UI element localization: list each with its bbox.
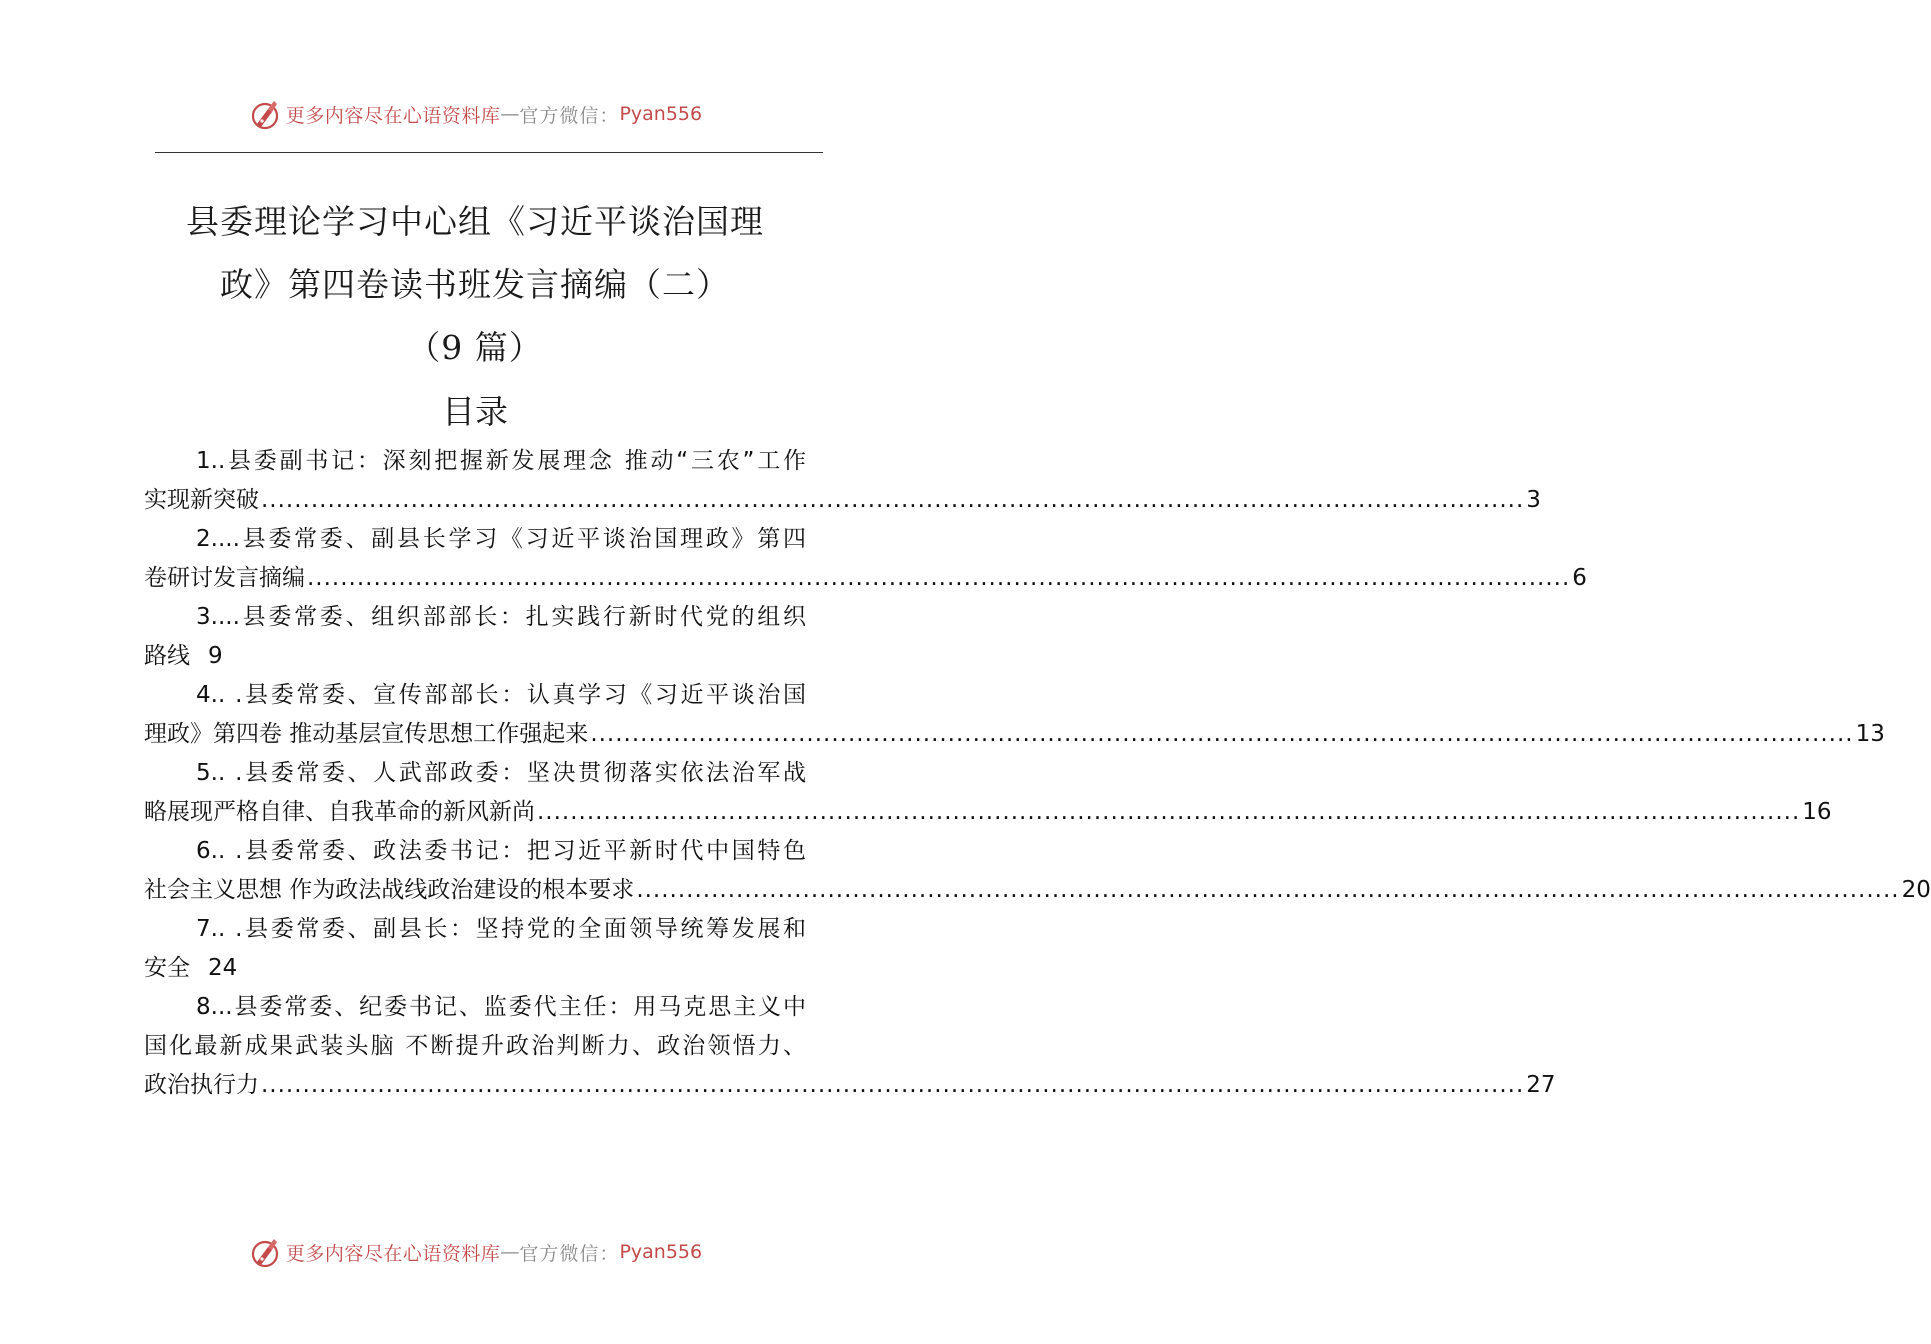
toc-entry-text: 卷研讨发言摘编 — [144, 565, 305, 591]
toc-dot-leader: ........................................................................................................................................................ — [261, 1072, 1525, 1098]
toc-entry-7-line[interactable]: 7.. .县委常委、副县长：坚持党的全面领导统筹发展和 — [196, 916, 806, 942]
header-divider — [155, 152, 823, 153]
toc-page-number: 6 — [1572, 565, 1587, 591]
watermark-text: 更多内容尽在心语资料库 — [285, 104, 501, 127]
toc-page-number: 13 — [1855, 721, 1885, 747]
toc-entry-6-line[interactable] — [144, 871, 1931, 910]
toc-entry-text: 略展现严格自律、自我革命的新风新尚 — [144, 799, 535, 825]
toc-entry-5-line[interactable]: 5.. .县委常委、人武部政委：坚决贯彻落实依法治军战 — [196, 760, 806, 786]
toc-entry-3-line[interactable]: 3....县委常委、组织部部长：扎实践行新时代党的组织 — [196, 604, 806, 630]
toc-page-number: 27 — [1526, 1072, 1556, 1098]
toc-entry-text: 社会主义思想 作为政法战线政治建设的根本要求 — [144, 877, 635, 903]
toc-entry-8-line[interactable]: 国化最新成果武装头脑 不断提升政治判断力、政治领悟力、 — [144, 1033, 806, 1059]
toc-entry-text: 理政》第四卷 推动基层宣传思想工作强起来 — [144, 721, 589, 747]
pen-nib-icon — [248, 1235, 282, 1269]
toc-page-number: 16 — [1802, 799, 1832, 825]
toc-entry-1-line[interactable]: 1..县委副书记：深刻把握新发展理念 推动“三农”工作 — [196, 448, 806, 474]
toc-page-number: 9 — [208, 643, 223, 669]
toc-entry-5-line[interactable] — [144, 793, 1832, 832]
footer-watermark — [0, 1232, 950, 1272]
document-title-line-3: （9 篇） — [407, 328, 543, 367]
watermark-separator: — — [500, 103, 520, 125]
toc-entry-1-line[interactable] — [144, 481, 1541, 520]
document-title-line-2: 政》第四卷读书班发言摘编（二） — [220, 265, 730, 304]
toc-page-number: 20 — [1901, 877, 1931, 903]
toc-entry-8-line[interactable]: 8...县委常委、纪委书记、监委代主任：用马克思主义中 — [196, 994, 806, 1020]
toc-heading: 目录 — [442, 392, 508, 431]
table-of-contents — [144, 442, 1931, 1105]
toc-entry-4-line[interactable] — [144, 715, 1885, 754]
toc-dot-leader: ........................................................................................................................................................ — [261, 487, 1525, 513]
toc-entry-text: 路线 — [144, 643, 190, 669]
toc-dot-leader: ........................................................................................................................................................ — [307, 565, 1571, 591]
toc-entry-7-line[interactable] — [144, 949, 806, 988]
toc-dot-leader: ........................................................................................................................................................ — [590, 721, 1854, 747]
pen-nib-icon — [248, 97, 282, 131]
toc-entry-2-line[interactable] — [144, 559, 1587, 598]
toc-page-number: 3 — [1526, 487, 1541, 513]
toc-entry-text: 政治执行力 — [144, 1072, 259, 1098]
watermark-separator: — — [500, 1241, 520, 1263]
watermark-official-label: 官方微信： — [519, 1242, 620, 1265]
toc-entry-text: 安全 — [144, 955, 190, 981]
document-title-line-1: 县委理论学习中心组《习近平谈治国理 — [186, 202, 764, 241]
watermark-official-label: 官方微信： — [519, 104, 620, 127]
toc-page-number: 24 — [208, 955, 238, 981]
toc-entry-8-line[interactable] — [144, 1066, 1556, 1105]
toc-dot-leader: ........................................................................................................................................................ — [537, 799, 1801, 825]
toc-entry-2-line[interactable]: 2....县委常委、副县长学习《习近平谈治国理政》第四 — [196, 526, 806, 552]
toc-entry-text: 实现新突破 — [144, 487, 259, 513]
toc-entry-3-line[interactable] — [144, 637, 806, 676]
header-watermark — [0, 94, 950, 134]
toc-dot-leader: ........................................................................................................................................................ — [636, 877, 1900, 903]
watermark-account-id: Pyan556 — [619, 103, 703, 125]
toc-entry-6-line[interactable]: 6.. .县委常委、政法委书记：把习近平新时代中国特色 — [196, 838, 806, 864]
toc-entry-4-line[interactable]: 4.. .县委常委、宣传部部长：认真学习《习近平谈治国 — [196, 682, 806, 708]
watermark-text: 更多内容尽在心语资料库 — [285, 1242, 501, 1265]
watermark-account-id: Pyan556 — [619, 1241, 703, 1263]
